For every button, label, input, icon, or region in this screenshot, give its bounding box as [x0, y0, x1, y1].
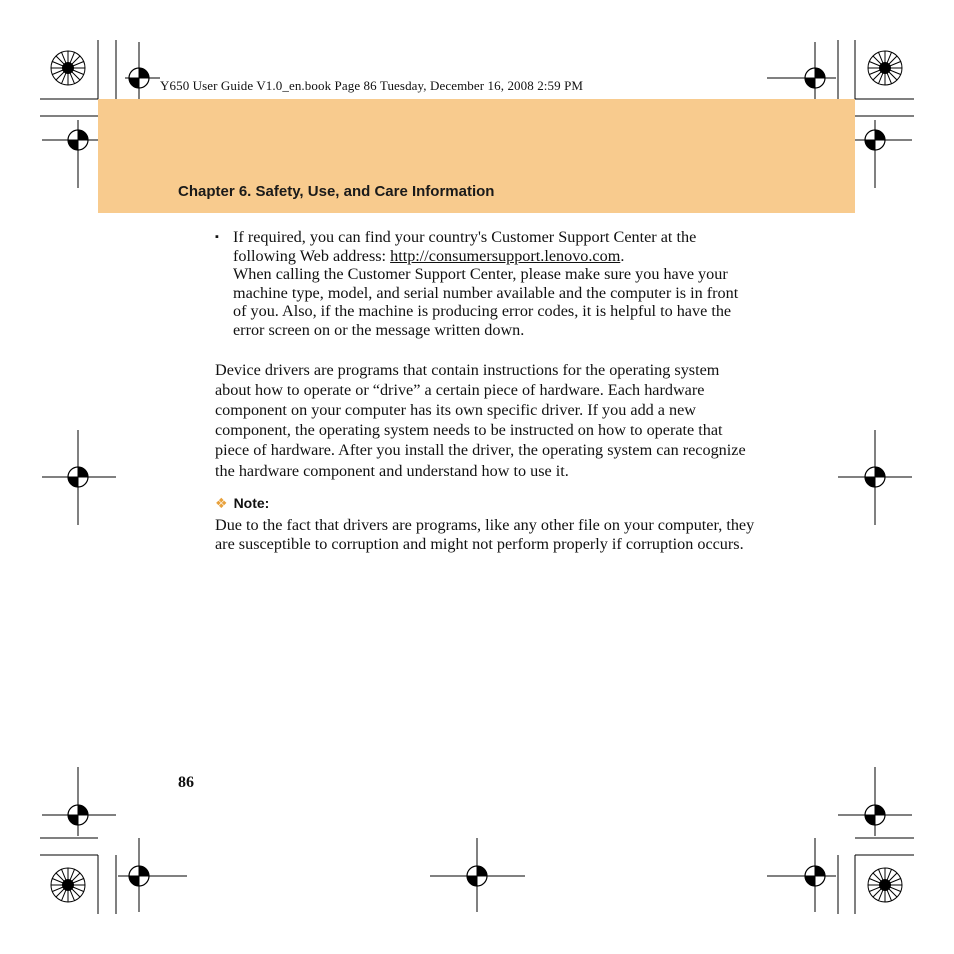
book-slug-line: Y650 User Guide V1.0_en.book Page 86 Tuesday, December 16, 2008 2:59 PM [160, 78, 584, 93]
note-label: Note: [233, 494, 270, 511]
support-link[interactable]: http://consumersupport.lenovo.com [390, 246, 621, 265]
bullet-lead-text: If required, you can find your country's Customer Support Center at the following Web address: [233, 228, 697, 265]
diamond-cluster-icon: ❖ [215, 494, 228, 511]
bullet-text [233, 228, 755, 265]
page-content [215, 228, 755, 554]
page-number: 86 [178, 774, 194, 791]
bullet-link-trailer: . [620, 246, 625, 265]
bullet-item [215, 228, 755, 340]
note-heading [215, 494, 755, 513]
bullet-marker: ▪ [215, 231, 219, 243]
note-text: Due to the fact that drivers are programs, like any other file on your computer, they are susceptible to corruption and might not perform properly if corruption occurs. [215, 516, 755, 553]
chapter-header-band [98, 99, 855, 213]
drivers-paragraph: Device drivers are programs that contain instructions for the operating system about how to operate or “drive” a certain piece of hardware. Each hardware component on your computer has its own specific driver. If you add a new component, the operating system needs to be instructed on how to operate that piece of hardware. After you install the driver, the operating system can recognize the hardware component and understand how to use it. [215, 360, 746, 480]
bullet-continuation: When calling the Customer Support Center, please make sure you have your machine type, model, and serial number available and the computer is in front of you. Also, if the machine is producing error codes, it is helpful to have the error screen on or the message written down. [233, 265, 739, 339]
chapter-title: Chapter 6. Safety, Use, and Care Information [178, 183, 495, 200]
